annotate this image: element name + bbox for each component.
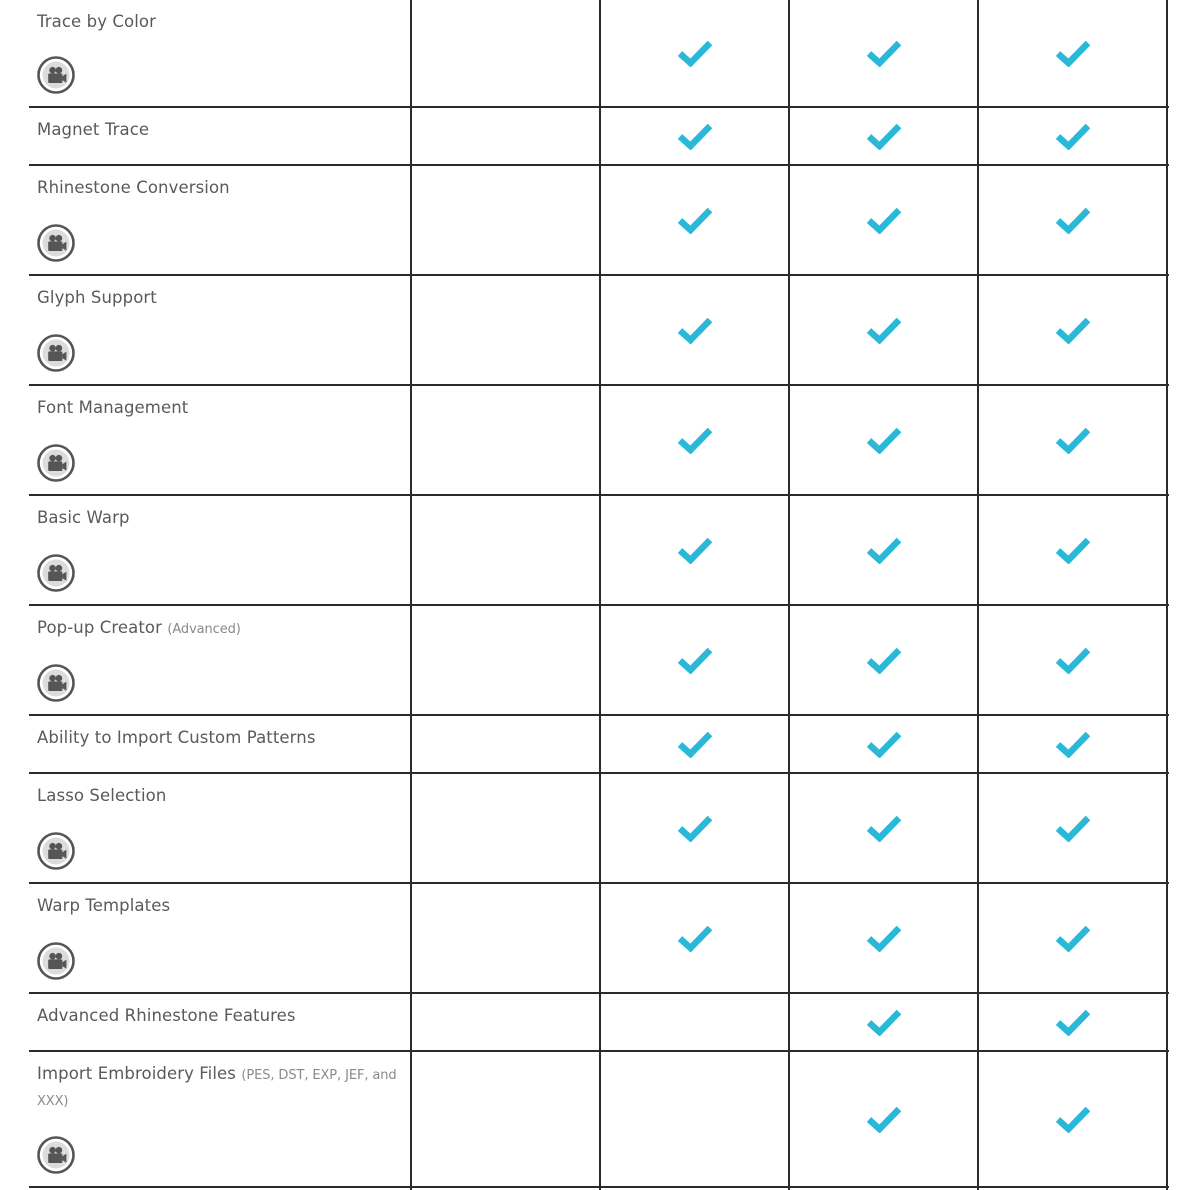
- feature-row: [0, 606, 1200, 714]
- feature-name: Trace by Color: [37, 12, 156, 31]
- checkmark-icon: [867, 1008, 901, 1036]
- checkmark-icon: [1056, 122, 1090, 150]
- feature-cell: [37, 726, 405, 770]
- feature-name: Rhinestone Conversion: [37, 178, 230, 197]
- feature-name: Pop-up Creator: [37, 618, 163, 637]
- checkmark-icon: [678, 646, 712, 674]
- feature-row: [0, 386, 1200, 494]
- checkmark-icon: [1056, 730, 1090, 758]
- feature-cell: [37, 506, 405, 602]
- checkmark-icon: [867, 536, 901, 564]
- checkmark-icon: [1056, 924, 1090, 952]
- checkmark-icon: [678, 39, 712, 67]
- checkmark-icon: [1056, 206, 1090, 234]
- feature-row: [0, 884, 1200, 992]
- feature-row: [0, 774, 1200, 882]
- feature-name: Lasso Selection: [37, 786, 167, 805]
- checkmark-icon: [678, 316, 712, 344]
- feature-label: [37, 286, 405, 310]
- feature-cell: [37, 616, 405, 712]
- feature-label: [37, 396, 405, 420]
- checkmark-icon: [678, 206, 712, 234]
- feature-cell: [37, 784, 405, 880]
- checkmark-icon: [1056, 814, 1090, 842]
- feature-name: Basic Warp: [37, 508, 130, 527]
- checkmark-icon: [867, 730, 901, 758]
- feature-row: [0, 496, 1200, 604]
- feature-row: [0, 108, 1200, 164]
- feature-cell: [37, 286, 405, 382]
- feature-label: [37, 894, 405, 918]
- checkmark-icon: [867, 122, 901, 150]
- checkmark-icon: [867, 1105, 901, 1133]
- checkmark-icon: [678, 730, 712, 758]
- feature-name: Ability to Import Custom Patterns: [37, 728, 316, 747]
- video-camera-icon[interactable]: [37, 942, 75, 980]
- feature-row: [0, 0, 1200, 106]
- checkmark-icon: [678, 536, 712, 564]
- video-camera-icon[interactable]: [37, 832, 75, 870]
- checkmark-icon: [1056, 39, 1090, 67]
- feature-label: [37, 616, 405, 642]
- feature-note: (Advanced): [167, 622, 241, 637]
- checkmark-icon: [867, 316, 901, 344]
- checkmark-icon: [1056, 1008, 1090, 1036]
- video-camera-icon[interactable]: [37, 334, 75, 372]
- video-camera-icon[interactable]: [37, 444, 75, 482]
- feature-cell: [37, 1062, 405, 1184]
- feature-label: [37, 176, 405, 200]
- feature-cell: [37, 396, 405, 492]
- video-camera-icon[interactable]: [37, 1136, 75, 1174]
- feature-label: [37, 118, 405, 142]
- checkmark-icon: [867, 206, 901, 234]
- checkmark-icon: [867, 924, 901, 952]
- feature-cell: [37, 176, 405, 272]
- feature-name: Import Embroidery Files: [37, 1064, 237, 1083]
- feature-cell: [37, 894, 405, 990]
- feature-label: [37, 784, 405, 808]
- feature-label: [37, 10, 405, 34]
- feature-name: Warp Templates: [37, 896, 171, 915]
- feature-cell: [37, 1004, 405, 1048]
- video-camera-icon[interactable]: [37, 664, 75, 702]
- checkmark-icon: [1056, 646, 1090, 674]
- feature-row: [0, 276, 1200, 384]
- checkmark-icon: [678, 814, 712, 842]
- checkmark-icon: [867, 814, 901, 842]
- feature-note: (PES, DST, EXP, JEF, and XXX): [37, 1068, 397, 1109]
- feature-row: [0, 166, 1200, 274]
- checkmark-icon: [867, 646, 901, 674]
- feature-row: [0, 1052, 1200, 1186]
- checkmark-icon: [1056, 536, 1090, 564]
- feature-name: Advanced Rhinestone Features: [37, 1006, 296, 1025]
- video-camera-icon[interactable]: [37, 224, 75, 262]
- feature-cell: [37, 118, 405, 162]
- checkmark-icon: [1056, 426, 1090, 454]
- checkmark-icon: [678, 122, 712, 150]
- feature-label: [37, 506, 405, 530]
- feature-label: [37, 726, 405, 750]
- feature-cell: [37, 10, 405, 104]
- feature-label: [37, 1062, 405, 1114]
- feature-row: [0, 716, 1200, 772]
- feature-row: [0, 994, 1200, 1050]
- checkmark-icon: [867, 39, 901, 67]
- checkmark-icon: [867, 426, 901, 454]
- feature-name: Glyph Support: [37, 288, 157, 307]
- feature-label: [37, 1004, 405, 1028]
- checkmark-icon: [678, 426, 712, 454]
- feature-name: Font Management: [37, 398, 189, 417]
- checkmark-icon: [1056, 1105, 1090, 1133]
- video-camera-icon[interactable]: [37, 56, 75, 94]
- video-camera-icon[interactable]: [37, 554, 75, 592]
- checkmark-icon: [678, 924, 712, 952]
- feature-name: Magnet Trace: [37, 120, 150, 139]
- checkmark-icon: [1056, 316, 1090, 344]
